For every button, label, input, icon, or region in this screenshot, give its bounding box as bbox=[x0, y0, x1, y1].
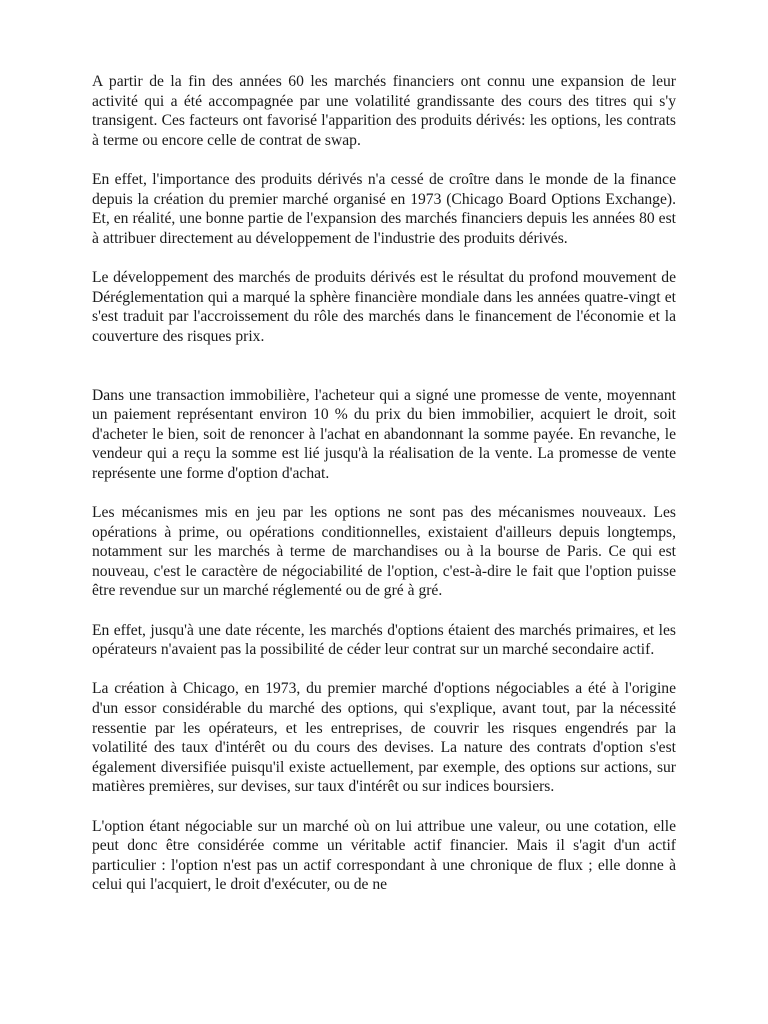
paragraph-option-as-asset: L'option étant négociable sur un marché où on lui attribue une valeur, ou une cotation, elle peut donc être considérée comme un véritable actif financier. Mais il s'agit d'un actif particulier : l'option n'est pas un actif correspondant à une chronique de flux ; elle donne à celui qui l'acquiert, le droit d'exécuter, ou de ne bbox=[92, 817, 676, 894]
paragraph-derivatives-importance: En effet, l'importance des produits dérivés n'a cessé de croître dans le monde de la finance depuis la création du premier marché organisé en 1973 (Chicago Board Options Exchange). Et, en réalité, une bonne partie de l'expansion des marchés financiers depuis les années 80 est à attribuer directement au développement de l'industrie des produits dérivés. bbox=[92, 170, 676, 247]
paragraph-deregulation: Le développement des marchés de produits dérivés est le résultat du profond mouvement de Déréglementation qui a marqué la sphère financière mondiale dans les années quatre-vingt et s'est traduit par l'accroissement du rôle des marchés dans le financement de l'économie et la couverture des risques prix. bbox=[92, 268, 676, 345]
document-body bbox=[92, 72, 676, 915]
paragraph-intro: A partir de la fin des années 60 les marchés financiers ont connu une expansion de leur activité qui a été accompagnée par une volatilité grandissante des cours des titres qui s'y transigent. Ces facteurs ont favorisé l'apparition des produits dérivés: les options, les contrats à terme ou encore celle de contrat de swap. bbox=[92, 73, 676, 149]
paragraph-primary-markets: En effet, jusqu'à une date récente, les marchés d'options étaient des marchés primaires, et les opérateurs n'avaient pas la possibilité de céder leur contrat sur un marché secondaire actif. bbox=[92, 621, 676, 659]
paragraph-mechanisms: Les mécanismes mis en jeu par les options ne sont pas des mécanismes nouveaux. Les opérations à prime, ou opérations conditionnelles, existaient d'ailleurs depuis longtemps, notamment sur les marchés à terme de marchandises ou à la bourse de Paris. Ce qui est nouveau, c'est le caractère de négociabilité de l'option, c'est-à-dire le fait que l'option puisse être revendue sur un marché réglementé ou de gré à gré. bbox=[92, 504, 676, 600]
paragraph-real-estate-example: Dans une transaction immobilière, l'acheteur qui a signé une promesse de vente, moyennant un paiement représentant environ 10 % du prix du bien immobilier, acquiert le droit, soit d'acheter le bien, soit de renoncer à l'achat en abandonnant la somme payée. En revanche, le vendeur qui a reçu la somme est lié jusqu'à la réalisation de la vente. La promesse de vente représente une forme d'option d'achat. bbox=[92, 386, 676, 482]
paragraph-chicago-creation: La création à Chicago, en 1973, du premier marché d'options négociables a été à l'origine d'un essor considérable du marché des options, qui s'explique, avant tout, par la nécessité ressentie par les opérateurs, et les entreprises, de couvrir les risques engendrés par la volatilité des taux d'intérêt ou du cours des devises. La nature des contrats d'option s'est également diversifiée puisqu'il existe actuellement, par exemple, des options sur actions, sur matières premières, sur devises, sur taux d'intérêt ou sur indices boursiers. bbox=[92, 680, 676, 796]
